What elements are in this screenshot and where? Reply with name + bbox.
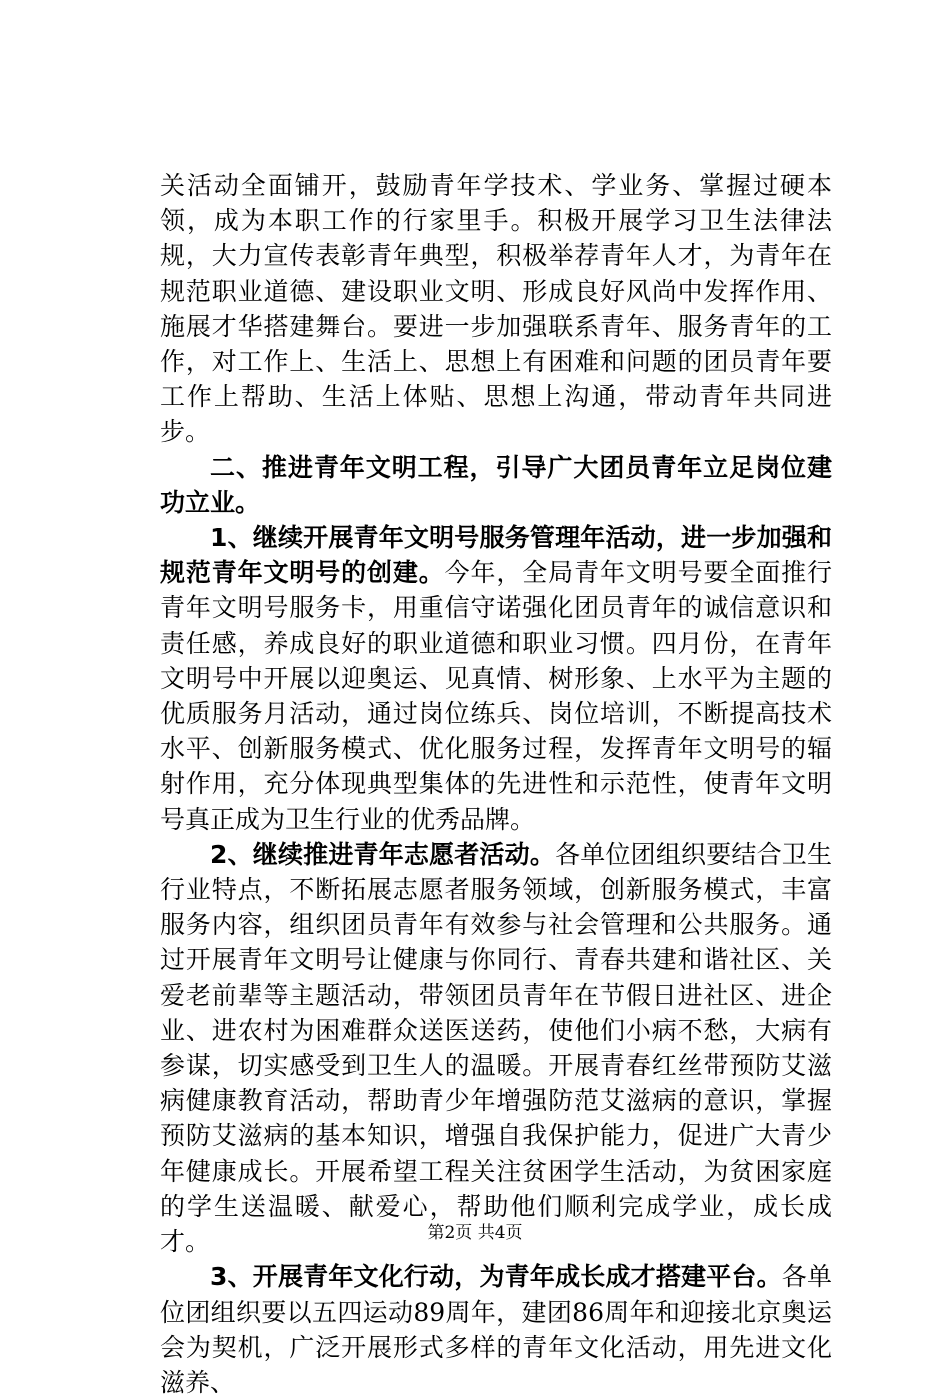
paragraph-item-2 [160,837,832,1259]
paragraph-item-1 [160,520,832,837]
item-3-text: 各单位团组织要以五四运动89周年，建团86周年和迎接北京奥运会为契机，广泛开展形式多样的青年文化活动，用先进文化滋养、 [160,1262,832,1397]
paragraph-continuation: 关活动全面铺开，鼓励青年学技术、学业务、掌握过硬本领，成为本职工作的行家里手。积极开展学习卫生法律法规，大力宣传表彰青年典型，积极举荐青年人才，为青年在规范职业道德、建设职业文明、形成良好风尚中发挥作用、施展才华搭建舞台。要进一步加强联系青年、服务青年的工作，对工作上、生活上、思想上有困难和问题的团员青年要工作上帮助、生活上体贴、思想上沟通，带动青年共同进步。 [160,171,832,447]
paragraph-item-3 [160,1259,832,1400]
section-heading: 二、推进青年文明工程，引导广大团员青年立足岗位建功立业。 [160,452,832,517]
item-1-heading: 1、继续开展青年文明号服务管理年活动，进一步加强和规范青年文明号的创建。 [160,523,832,588]
item-2-text: 各单位团组织要结合卫生行业特点，不断拓展志愿者服务领域，创新服务模式，丰富服务内容，组织团员青年有效参与社会管理和公共服务。通过开展青年文明号让健康与你同行、青春共建和谐社区、关爱老前辈等主题活动，带领团员青年在节假日进社区、进企业、进农村为困难群众送医送药，使他们小病不愁，大病有参谋，切实感受到卫生人的温暖。开展青春红丝带预防艾滋病健康教育活动，帮助青少年增强防范艾滋病的意识，掌握预防艾滋病的基本知识，增强自我保护能力，促进广大青少年健康成长。开展希望工程关注贫困学生活动，为贫困家庭的学生送温暖、献爱心，帮助他们顺利完成学业，成长成才。 [160,839,832,1257]
document-body [160,168,832,1400]
item-3-heading: 3、开展青年文化行动，为青年成长成才搭建平台。 [210,1262,782,1292]
page-number-footer: 第2页 共4页 [427,1223,523,1243]
item-2-heading: 2、继续推进青年志愿者活动。 [210,839,556,869]
item-1-text: 今年，全局青年文明号要全面推行青年文明号服务卡，用重信守诺强化团员青年的诚信意识和责任感，养成良好的职业道德和职业习惯。四月份，在青年文明号中开展以迎奥运、见真情、树形象、上水平为主题的优质服务月活动，通过岗位练兵、岗位培训，不断提高技术水平、创新服务模式、优化服务过程，发挥青年文明号的辐射作用，充分体现典型集体的先进性和示范性，使青年文明号真正成为卫生行业的优秀品牌。 [160,558,832,834]
